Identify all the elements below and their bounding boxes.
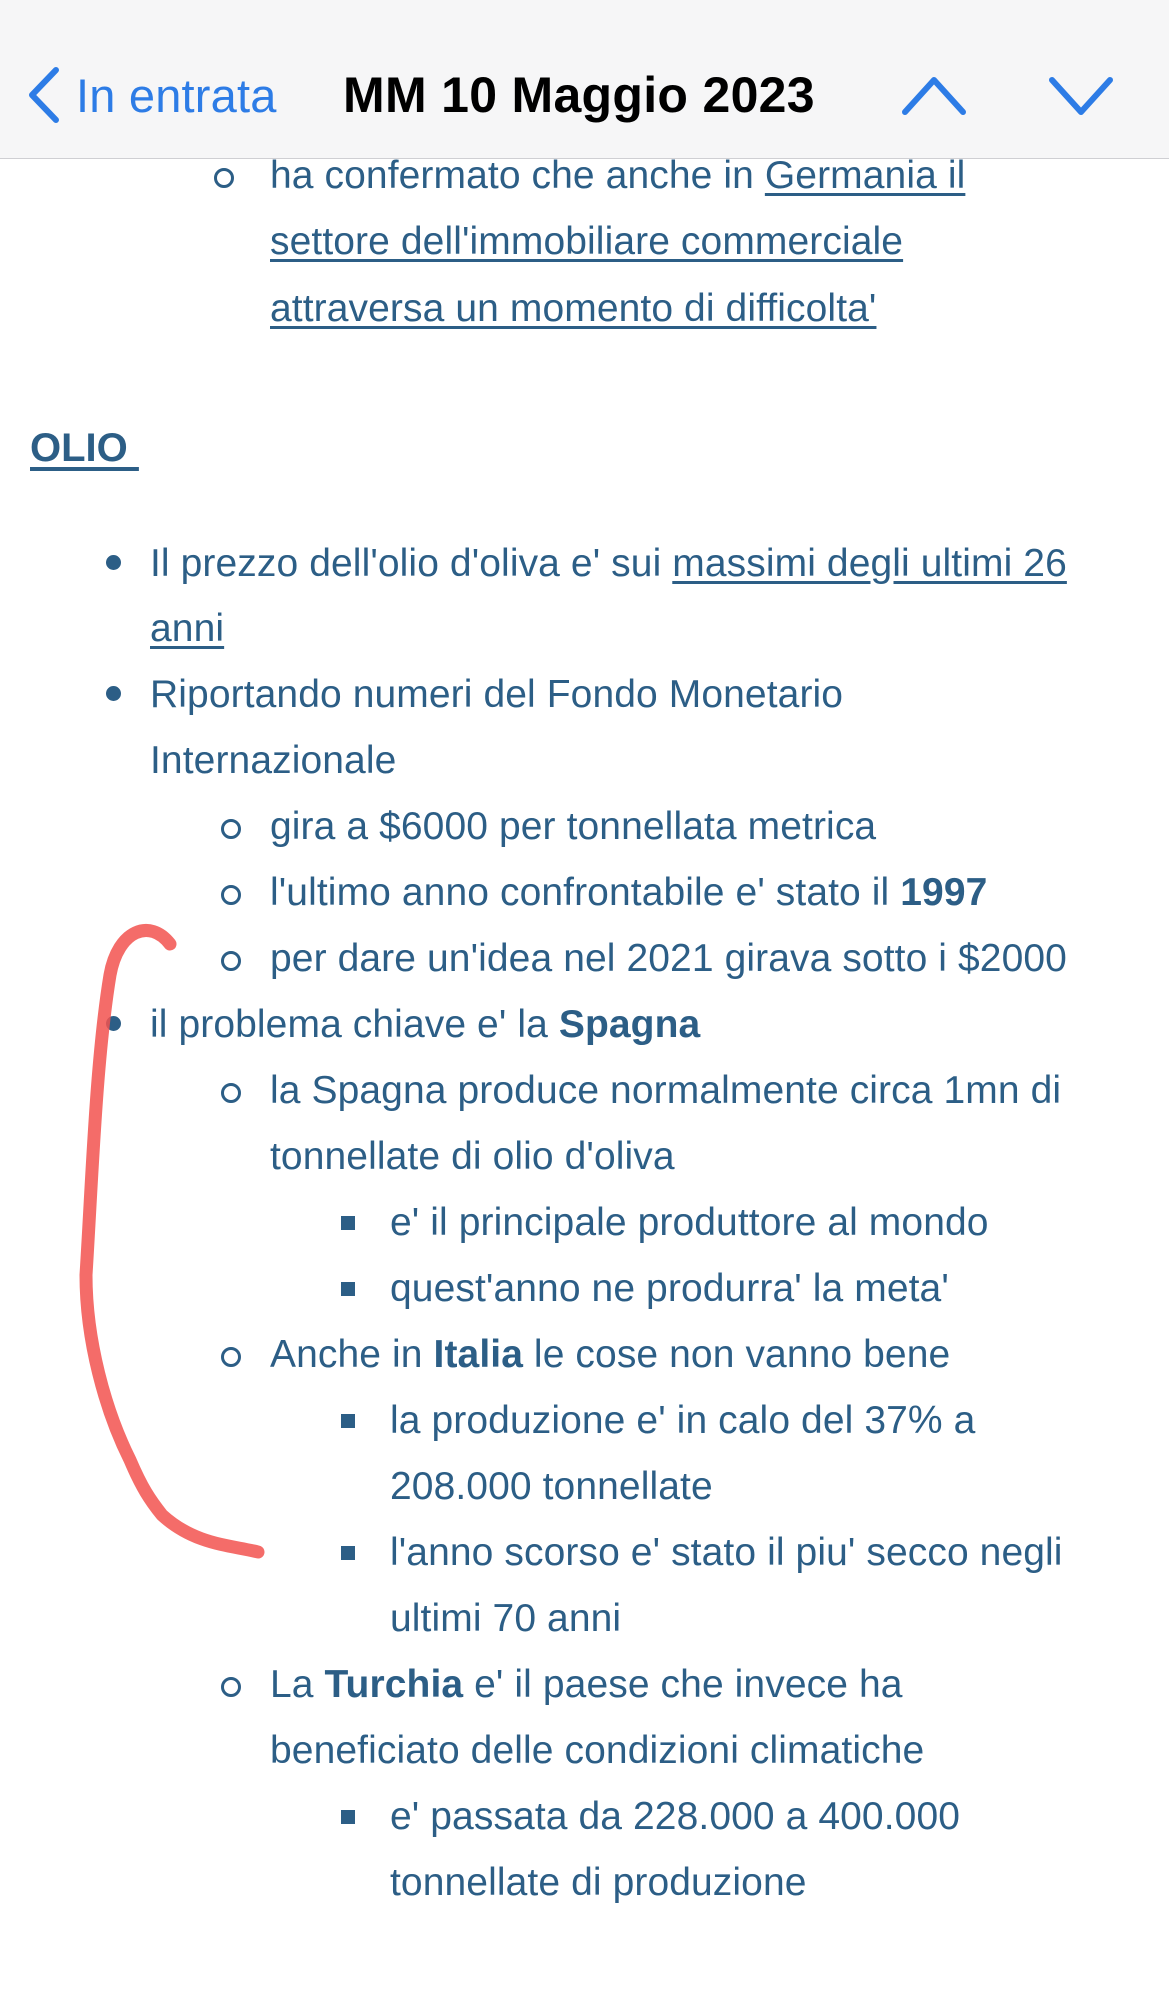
navigation-bar: [0, 0, 1169, 159]
circle-bullet: [221, 1677, 241, 1697]
list-item: la produzione e' in calo del 37% a: [390, 1399, 976, 1442]
back-button[interactable]: [24, 60, 277, 130]
list-item: Riportando numeri del Fondo Monetario: [150, 673, 844, 716]
square-bullet: [341, 1810, 355, 1824]
list-item: ha confermato che anche in Germania il: [270, 159, 965, 209]
list-item-continuation: Internazionale: [150, 739, 397, 782]
chevron-up-icon[interactable]: [899, 68, 969, 124]
back-label: In entrata: [76, 68, 277, 122]
germania-link-continued[interactable]: settore dell'immobiliare commerciale: [270, 220, 904, 263]
list-item: e' il principale produttore al mondo: [390, 1201, 989, 1244]
list-item-continuation: [270, 209, 903, 275]
disc-bullet: [106, 1016, 121, 1031]
list-item: gira a $6000 per tonnellata metrica: [270, 805, 877, 848]
square-bullet: [341, 1216, 355, 1230]
germania-link[interactable]: Germania il: [764, 159, 966, 197]
list-item-continuation: 208.000 tonnellate: [390, 1465, 713, 1508]
list-item: per dare un'idea nel 2021 girava sotto i $2000: [270, 937, 1067, 980]
list-item: La Turchia e' il paese che invece ha: [270, 1663, 903, 1706]
list-item: Anche in Italia le cose non vanno bene: [270, 1333, 951, 1376]
list-item: l'anno scorso e' stato il piu' secco negli: [390, 1531, 1063, 1574]
list-item: e' passata da 228.000 a 400.000: [390, 1795, 961, 1838]
list-item: Il prezzo dell'olio d'oliva e' sui massimi degli ultimi 26: [150, 542, 1067, 585]
chevron-down-icon[interactable]: [1046, 68, 1116, 124]
list-item: il problema chiave e' la Spagna: [150, 1003, 701, 1046]
square-bullet: [341, 1546, 355, 1560]
germania-link-continued[interactable]: attraversa un momento di difficolta': [270, 287, 877, 330]
list-item-continuation: beneficiato delle condizioni climatiche: [270, 1729, 925, 1772]
list-item: la Spagna produce normalmente circa 1mn di: [270, 1069, 1062, 1112]
list-item-continuation: tonnellate di olio d'oliva: [270, 1135, 675, 1178]
chevron-left-icon: [24, 64, 64, 126]
circle-bullet: [214, 168, 234, 188]
email-subject-title: MM 10 Maggio 2023: [343, 67, 815, 123]
list-item: l'ultimo anno confrontabile e' stato il 1997: [270, 871, 988, 914]
circle-bullet: [221, 1347, 241, 1367]
list-item-continuation: tonnellate di produzione: [390, 1861, 807, 1904]
massimi-link[interactable]: massimi degli ultimi 26: [672, 542, 1067, 585]
square-bullet: [341, 1414, 355, 1428]
circle-bullet: [221, 885, 241, 905]
list-item-continuation: [270, 276, 876, 342]
disc-bullet: [106, 555, 121, 570]
list-item-continuation: [150, 596, 224, 662]
square-bullet: [341, 1282, 355, 1296]
email-body[interactable]: [0, 159, 1169, 2015]
circle-bullet: [221, 1083, 241, 1103]
list-item: quest'anno ne produrra' la meta': [390, 1267, 949, 1310]
circle-bullet: [221, 819, 241, 839]
massimi-link-continued[interactable]: anni: [150, 607, 225, 650]
circle-bullet: [221, 951, 241, 971]
disc-bullet: [106, 686, 121, 701]
section-heading-olio: OLIO: [30, 426, 139, 470]
list-item-continuation: ultimi 70 anni: [390, 1597, 622, 1640]
